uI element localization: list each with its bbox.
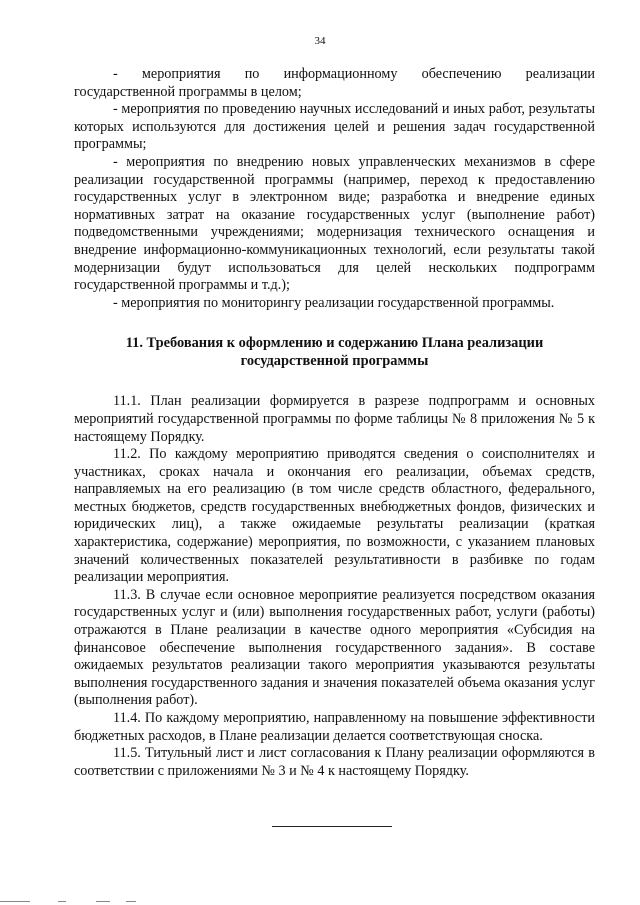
clause-11-2: 11.2. По каждому мероприятию приводятся сведения о соисполнителях и участниках, сроках начала и окончания его реализации, объемах средств, направляемых на его реализацию (в том числе средств областного, федерального, местных бюджетов, средств государственных внебюджетных фондов, физических и юридических лиц), а также ожидаемые результаты реализации (краткая характеристика, содержание) мероприятия, по возможности, с указанием плановых значений количественных показателей результативности в разбивке по годам реализации мероприятия. xyxy=(74,446,595,586)
bullet-paragraph: - мероприятия по внедрению новых управленческих механизмов в сфере реализации государственной программы (например, переход к предоставлению государственных услуг в электронном виде; разработка и внедрение единых нормативных затрат на оказание государственных услуг (выполнение работ) подведомственными учреждениями; модернизация технического оснащения и внедрение информационно-коммуникационных технологий, если результаты такой модернизации будут использоваться для целей нескольких подпрограмм государственной программы и т.д.); xyxy=(74,153,595,294)
end-divider xyxy=(272,826,392,827)
scan-edge-artifact xyxy=(0,899,640,905)
bullet-paragraph: - мероприятия по информационному обеспечению реализации государственной программы в целом; xyxy=(74,66,595,100)
clause-11-5: 11.5. Титульный лист и лист согласования к Плану реализации оформляются в соответствии с приложениями № 3 и № 4 к настоящему Порядку. xyxy=(74,745,595,779)
clause-11-3: 11.3. В случае если основное мероприятие реализуется посредством оказания государственных услуг и (или) выполнения государственных работ, услуги (работы) отражаются в Плане реализации в качестве одного мероприятия «Субсидия на финансовое обеспечение выполнения государственного задания». В составе ожидаемых результатов реализации такого мероприятия указываются результаты выполнения государственного задания и значения показателей объема оказания услуг (выполнения работ). xyxy=(74,586,595,709)
clause-11-4: 11.4. По каждому мероприятию, направленному на повышение эффективности бюджетных расходов, в Плане реализации делается соответствующая сноска. xyxy=(74,710,595,744)
bullet-paragraph: - мероприятия по проведению научных исследований и иных работ, результаты которых используются для достижения целей и решения задач государственной программы; xyxy=(74,101,595,153)
clause-11-1: 11.1. План реализации формируется в разрезе подпрограмм и основных мероприятий государственной программы по форме таблицы № 8 приложения № 5 к настоящему Порядку. xyxy=(74,393,595,445)
page-number: 34 xyxy=(314,35,326,47)
section-heading: 11. Требования к оформлению и содержанию Плана реализации государственной программы xyxy=(125,335,544,370)
bullet-paragraph: - мероприятия по мониторингу реализации государственной программы. xyxy=(113,294,555,311)
document-body xyxy=(74,66,595,780)
